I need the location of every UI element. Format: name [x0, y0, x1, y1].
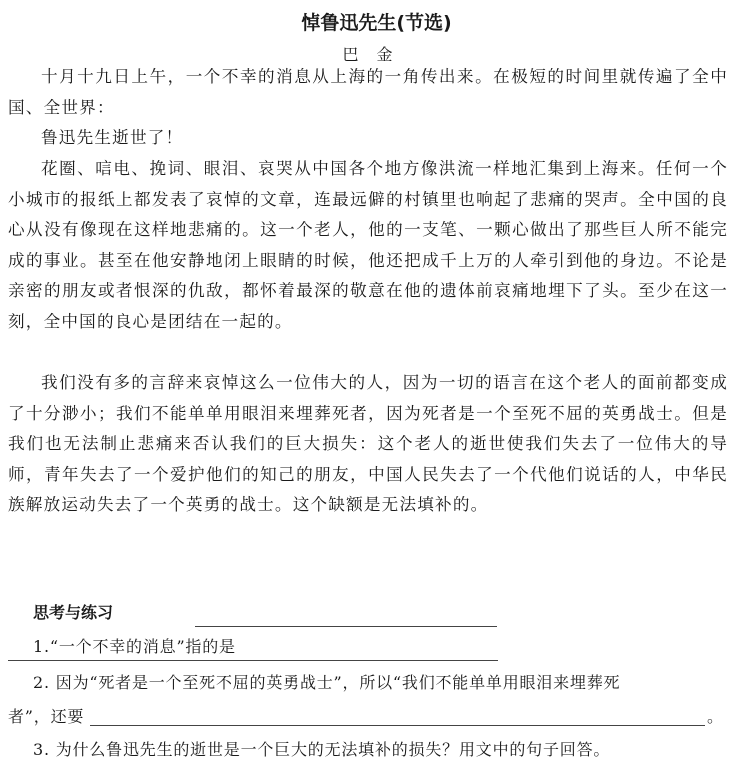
paragraph-1: 十月十九日上午，一个不幸的消息从上海的一角传出来。在极短的时间里就传遍了全中国、全世界：	[8, 67, 728, 117]
question-text: 为什么鲁迅先生的逝世是一个巨大的无法填补的损失？用文中的句子回答。	[55, 740, 611, 759]
answer-1-blank-line2[interactable]	[8, 660, 498, 661]
paragraph-3: 花圈、唁电、挽词、眼泪、哀哭从中国各个地方像洪流一样地汇集到上海来。任何一个小城市的报纸上都发表了哀悼的文章，连最远僻的村镇里也响起了悲痛的哭声。全中国的良心从没有像现在这样地悲痛的。这一个老人，他的一支笔、一颗心做出了那些巨人所不能完成的事业。甚至在他安静地闭上眼睛的时候，他还把成千上万的人牵引到他的身边。不论是亲密的朋友或者恨深的仇敌，都怀着最深的敬意在他的遗体前哀痛地埋下了头。至少在这一刻，全中国的良心是团结在一起的。	[8, 159, 728, 331]
document-author: 巴金	[342, 45, 411, 64]
paragraph-4: 我们没有多的言辞来哀悼这么一位伟大的人，因为一切的语言在这个老人的面前都变成了十分渺小；我们不能单单用眼泪来埋葬死者，因为死者是一个至死不屈的英勇战士。但是我们也无法制止悲痛来否认我们的巨大损失：这个老人的逝世使我们失去了一位伟大的导师，青年失去了一个爱护他们的知己的朋友，中国人民失去了一个代他们说话的人，中华民族解放运动失去了一个英勇的战士。这个缺额是无法填补的。	[8, 373, 728, 515]
question-2-line2: 者”，还要	[8, 707, 85, 726]
paragraph-2: 鲁迅先生逝世了！	[41, 128, 184, 147]
document-title: 悼鲁迅先生(节选)	[301, 12, 452, 34]
question-text: “一个不幸的消息”指的是	[49, 637, 236, 656]
question-3	[33, 737, 610, 760]
answer-1-blank-line1[interactable]	[195, 626, 497, 627]
question-text-line1: 因为“死者是一个至死不屈的英勇战士”，所以“我们不能单单用眼泪来埋葬死	[55, 673, 621, 692]
question-number: 2.	[33, 673, 50, 692]
question-number: 1.	[33, 637, 50, 656]
question-number: 3.	[33, 740, 50, 759]
exercises-heading: 思考与练习	[33, 603, 114, 622]
question-1	[33, 634, 236, 657]
question-2	[33, 670, 733, 693]
question-2-end-mark: 。	[707, 707, 724, 726]
answer-2-blank[interactable]	[90, 725, 705, 726]
